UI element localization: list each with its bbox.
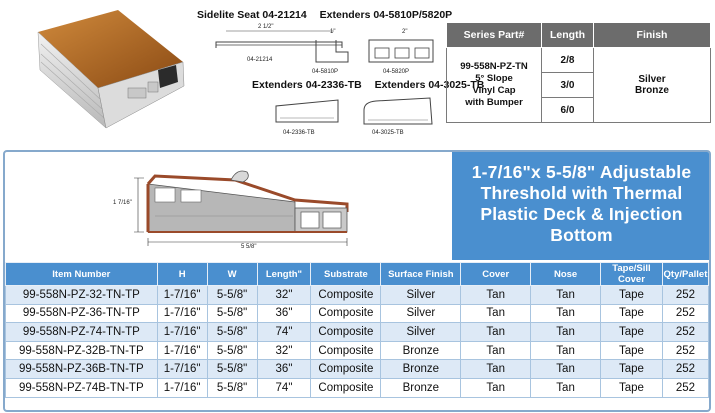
table-cell: Silver bbox=[381, 304, 461, 323]
accessories-section bbox=[0, 0, 715, 142]
table-cell: Composite bbox=[311, 378, 381, 397]
extenders-2336-title: Extenders 04-2336-TB bbox=[252, 79, 362, 91]
items-header: Tape/Sill Cover bbox=[601, 263, 663, 286]
table-cell: 252 bbox=[662, 360, 708, 379]
product-title-line: Threshold with Thermal bbox=[480, 183, 683, 203]
table-cell: Bronze bbox=[381, 360, 461, 379]
product-title-line: Plastic Deck & Injection bbox=[480, 204, 683, 224]
table-cell: Composite bbox=[311, 341, 381, 360]
items-table bbox=[5, 262, 709, 398]
table-cell: Composite bbox=[311, 304, 381, 323]
table-cell: 99-558N-PZ-36B-TN-TP bbox=[6, 360, 158, 379]
table-cell: 99-558N-PZ-32B-TN-TP bbox=[6, 341, 158, 360]
ext5820-width-dim: 2" bbox=[402, 29, 408, 35]
part-label-21214: 04-21214 bbox=[247, 57, 273, 63]
table-cell: Tan bbox=[461, 323, 531, 342]
series-header-finish: Finish bbox=[594, 23, 711, 48]
table-row bbox=[6, 341, 709, 360]
table-cell: Tan bbox=[461, 341, 531, 360]
extender-3025-profile bbox=[358, 96, 438, 130]
series-length: 3/0 bbox=[542, 73, 594, 98]
items-header: Qty/Pallet bbox=[662, 263, 708, 286]
table-cell: Tan bbox=[461, 360, 531, 379]
table-cell: Tan bbox=[461, 286, 531, 305]
product-section bbox=[3, 150, 711, 412]
table-cell: 99-558N-PZ-74B-TN-TP bbox=[6, 378, 158, 397]
series-header-part: Series Part# bbox=[447, 23, 542, 48]
table-cell: Composite bbox=[311, 360, 381, 379]
table-cell: Composite bbox=[311, 323, 381, 342]
series-desc-line: 5° Slope bbox=[475, 73, 513, 84]
table-cell: 252 bbox=[662, 378, 708, 397]
table-cell: 5-5/8" bbox=[207, 286, 257, 305]
ext5810-width-dim: 1" bbox=[330, 29, 336, 35]
sidelite-width-dim: 2 1/2" bbox=[258, 24, 274, 30]
table-cell: 252 bbox=[662, 304, 708, 323]
table-row bbox=[6, 304, 709, 323]
table-cell: 1-7/16" bbox=[157, 304, 207, 323]
threshold-profile-svg bbox=[5, 152, 451, 260]
series-description bbox=[447, 48, 542, 123]
extender-5810-profile bbox=[312, 34, 352, 66]
table-cell: Tape bbox=[601, 304, 663, 323]
table-cell: 1-7/16" bbox=[157, 378, 207, 397]
table-cell: Tan bbox=[531, 323, 601, 342]
table-cell: 5-5/8" bbox=[207, 323, 257, 342]
threshold-profile-drawing bbox=[5, 152, 451, 260]
table-cell: Tape bbox=[601, 286, 663, 305]
table-cell: 252 bbox=[662, 323, 708, 342]
table-cell: 5-5/8" bbox=[207, 341, 257, 360]
product-title-line: 1-7/16"x 5-5/8" Adjustable bbox=[471, 162, 692, 182]
sidelite-title: Sidelite Seat 04-21214 bbox=[197, 9, 307, 21]
table-cell: 32" bbox=[257, 341, 311, 360]
table-cell: 1-7/16" bbox=[157, 286, 207, 305]
table-cell: Tan bbox=[531, 378, 601, 397]
table-cell: 99-558N-PZ-36-TN-TP bbox=[6, 304, 158, 323]
items-header: Nose bbox=[531, 263, 601, 286]
items-header: H bbox=[157, 263, 207, 286]
table-row bbox=[6, 286, 709, 305]
table-cell: 252 bbox=[662, 341, 708, 360]
table-cell: Silver bbox=[381, 323, 461, 342]
table-cell: Bronze bbox=[381, 378, 461, 397]
table-row bbox=[6, 323, 709, 342]
part-label-2336: 04-2336-TB bbox=[283, 130, 315, 136]
table-cell: Composite bbox=[311, 286, 381, 305]
series-table bbox=[446, 22, 711, 123]
table-cell: 1-7/16" bbox=[157, 360, 207, 379]
series-length: 2/8 bbox=[542, 48, 594, 73]
table-cell: 5-5/8" bbox=[207, 304, 257, 323]
table-cell: 99-558N-PZ-32-TN-TP bbox=[6, 286, 158, 305]
table-cell: Tape bbox=[601, 360, 663, 379]
table-row bbox=[6, 378, 709, 397]
table-cell: 74" bbox=[257, 378, 311, 397]
series-finish-value: Bronze bbox=[635, 85, 669, 96]
items-header: W bbox=[207, 263, 257, 286]
table-cell: Tape bbox=[601, 378, 663, 397]
table-cell: Bronze bbox=[381, 341, 461, 360]
table-cell: 5-5/8" bbox=[207, 378, 257, 397]
table-cell: Tan bbox=[531, 286, 601, 305]
series-table-header bbox=[447, 23, 711, 48]
extender-5820-profile bbox=[363, 34, 443, 66]
table-cell: Tan bbox=[531, 360, 601, 379]
series-length: 6/0 bbox=[542, 98, 594, 123]
part-label-5820: 04-5820P bbox=[383, 69, 410, 75]
items-header: Length" bbox=[257, 263, 311, 286]
items-header: Surface Finish bbox=[381, 263, 461, 286]
table-cell: Tape bbox=[601, 323, 663, 342]
accessory-titles-row-1 bbox=[197, 9, 452, 21]
part-label-5810: 04-5810P bbox=[312, 69, 339, 75]
table-cell: 1-7/16" bbox=[157, 323, 207, 342]
table-cell: Tape bbox=[601, 341, 663, 360]
table-cell: 252 bbox=[662, 286, 708, 305]
table-row bbox=[6, 360, 709, 379]
table-cell: Tan bbox=[531, 341, 601, 360]
series-finish-value: Silver bbox=[638, 74, 666, 85]
items-header: Cover bbox=[461, 263, 531, 286]
series-desc-line: Vinyl Cap bbox=[472, 85, 516, 96]
series-desc-line: with Bumper bbox=[465, 97, 523, 108]
table-cell: 99-558N-PZ-74-TN-TP bbox=[6, 323, 158, 342]
part-label-3025: 04-3025-TB bbox=[372, 130, 404, 136]
table-cell: 5-5/8" bbox=[207, 360, 257, 379]
table-cell: 74" bbox=[257, 323, 311, 342]
items-table-header bbox=[6, 263, 709, 286]
extenders-3025-title: Extenders 04-3025-TB bbox=[374, 79, 485, 91]
series-desc-line: 99-558N-PZ-TN bbox=[460, 61, 528, 72]
product-title-line: Bottom bbox=[550, 225, 613, 245]
table-cell: Tan bbox=[531, 304, 601, 323]
profile-width-dim: 5 5/8" bbox=[241, 244, 257, 250]
extender-2336-profile bbox=[270, 96, 344, 130]
table-cell: Tan bbox=[461, 304, 531, 323]
table-cell: 36" bbox=[257, 304, 311, 323]
threshold-product-image bbox=[8, 10, 188, 130]
table-cell: 1-7/16" bbox=[157, 341, 207, 360]
series-header-length: Length bbox=[542, 23, 594, 48]
table-cell: 32" bbox=[257, 286, 311, 305]
items-table-body bbox=[6, 286, 709, 398]
items-header: Item Number bbox=[6, 263, 158, 286]
extenders-5810-title: Extenders 04-5810P/5820P bbox=[319, 9, 453, 21]
product-title bbox=[452, 152, 711, 260]
profile-height-dim: 1 7/16" bbox=[113, 200, 132, 206]
table-cell: Tan bbox=[461, 378, 531, 397]
table-cell: 36" bbox=[257, 360, 311, 379]
series-finish bbox=[594, 48, 711, 123]
items-header: Substrate bbox=[311, 263, 381, 286]
table-cell: Silver bbox=[381, 286, 461, 305]
